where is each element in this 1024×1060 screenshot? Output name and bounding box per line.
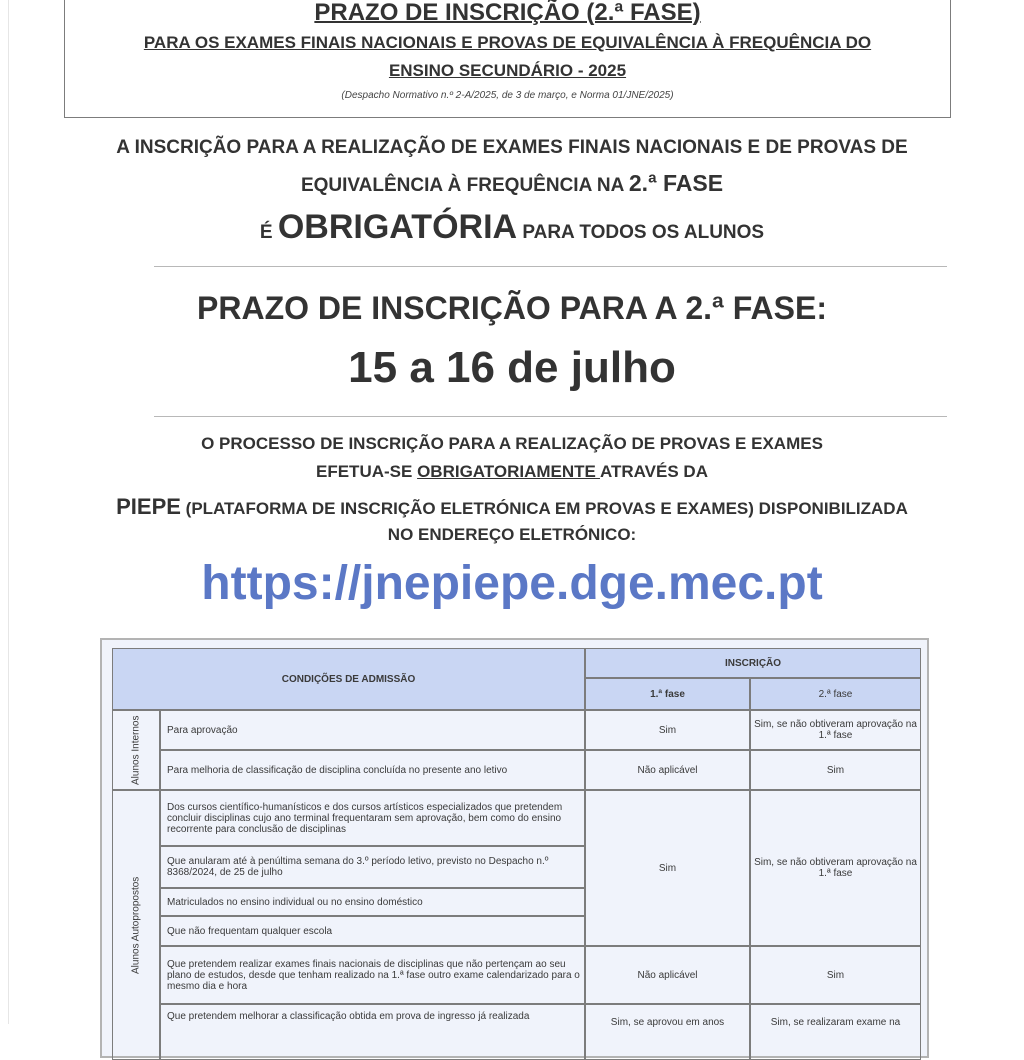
row-melhoria-fase1: Não aplicável xyxy=(585,750,750,790)
row-anularam-condition: Que anularam até à penúltima semana do 3.º período letivo, previsto no Despacho n.º 8368/2024, de 25 de julho xyxy=(160,846,585,888)
row-prova-ingresso-fase2: Sim, se realizaram exame na xyxy=(750,1004,921,1060)
page-title: PRAZO DE INSCRIÇÃO (2.ª FASE) xyxy=(314,0,701,26)
header-fase2: 2.ª fase xyxy=(750,678,921,710)
deadline-dates: 15 a 16 de julho xyxy=(348,343,676,392)
process-line3-b: (PLATAFORMA DE INSCRIÇÃO ELETRÓNICA EM PROVAS E EXAMES) DISPONIBILIZADA xyxy=(180,499,908,518)
process-line3 xyxy=(0,494,1024,520)
process-line2-c: ATRAVÉS DA xyxy=(599,462,708,481)
process-line2-a: EFETUA-SE xyxy=(316,462,418,481)
admission-table xyxy=(100,638,929,1058)
header-inscricao: INSCRIÇÃO xyxy=(585,648,921,678)
process-line2 xyxy=(0,462,1024,482)
group-autopropostos: Alunos Autopropostos xyxy=(112,790,160,1060)
row-melhoria-fase2: Sim xyxy=(750,750,921,790)
row-nao-frequentam-condition: Que não frequentam qualquer escola xyxy=(160,916,585,946)
row-prova-ingresso-fase1: Sim, se aprovou em anos xyxy=(585,1004,750,1060)
notice-line3-text-a: É xyxy=(259,222,278,243)
row-aprovacao-fase2: Sim, se não obtiveram aprovação na 1.ª fase xyxy=(750,710,921,750)
row-aprovacao-condition: Para aprovação xyxy=(160,710,585,750)
process-line1: O PROCESSO DE INSCRIÇÃO PARA A REALIZAÇÃO DE PROVAS E EXAMES xyxy=(201,434,823,453)
row-aprovacao-fase1: Sim xyxy=(585,710,750,750)
process-mandatory: OBRIGATORIAMENTE xyxy=(417,462,600,481)
header-box xyxy=(64,0,951,118)
row-outras-disciplinas-fase2: Sim xyxy=(750,946,921,1004)
divider-bottom xyxy=(154,416,947,417)
header-conditions: CONDIÇÕES DE ADMISSÃO xyxy=(112,648,585,710)
notice-mandatory: OBRIGATÓRIA xyxy=(277,208,518,246)
page-subtitle-line2: ENSINO SECUNDÁRIO - 2025 xyxy=(388,61,627,80)
notice-line3-text-c: PARA TODOS OS ALUNOS xyxy=(517,222,765,243)
row-individual-condition: Matriculados no ensino individual ou no ensino doméstico xyxy=(160,888,585,916)
row-outras-disciplinas-fase1: Não aplicável xyxy=(585,946,750,1004)
notice-line2 xyxy=(0,170,1024,197)
piepe-url-link[interactable]: https://jnepiepe.dge.mec.pt xyxy=(201,557,823,610)
row-melhoria-condition: Para melhoria de classificação de disciplina concluída no presente ano letivo xyxy=(160,750,585,790)
divider-top xyxy=(154,266,947,267)
notice-line3 xyxy=(0,208,1024,247)
page-subtitle-line1: PARA OS EXAMES FINAIS NACIONAIS E PROVAS DE EQUIVALÊNCIA À FREQUÊNCIA DO xyxy=(143,33,872,52)
row-prova-ingresso-condition: Que pretendem melhorar a classificação obtida em prova de ingresso já realizada xyxy=(160,1004,585,1060)
group-fase1-value: Sim xyxy=(585,790,750,946)
piepe-label: PIEPE xyxy=(116,494,181,519)
row-outras-disciplinas-condition: Que pretendem realizar exames finais nacionais de disciplinas que não pertençam ao seu plano de estudos, desde que tenham realizado na 1.ª fase outro exame calendarizado para o mesmo dia e hora xyxy=(160,946,585,1004)
notice-line2-text: EQUIVALÊNCIA À FREQUÊNCIA NA xyxy=(300,175,629,196)
group-fase2-value: Sim, se não obtiveram aprovação na 1.ª fase xyxy=(750,790,921,946)
process-line4: NO ENDEREÇO ELETRÓNICO: xyxy=(387,525,637,544)
notice-phase: 2.ª FASE xyxy=(628,170,724,196)
deadline-label: PRAZO DE INSCRIÇÃO PARA A 2.ª FASE: xyxy=(197,290,827,326)
header-fase1: 1.ª fase xyxy=(585,678,750,710)
group-internos: Alunos Internos xyxy=(112,710,160,790)
legal-note: (Despacho Normativo n.º 2-A/2025, de 3 de março, e Norma 01/JNE/2025) xyxy=(341,90,674,101)
row-cursos-condition: Dos cursos científico-humanísticos e dos cursos artísticos especializados que pretendem concluir disciplinas cujo ano terminal frequentaram sem aprovação, bem como do ensino recorrente para conclusão de disciplinas xyxy=(160,790,585,846)
notice-line1: A INSCRIÇÃO PARA A REALIZAÇÃO DE EXAMES FINAIS NACIONAIS E DE PROVAS DE xyxy=(116,137,908,158)
